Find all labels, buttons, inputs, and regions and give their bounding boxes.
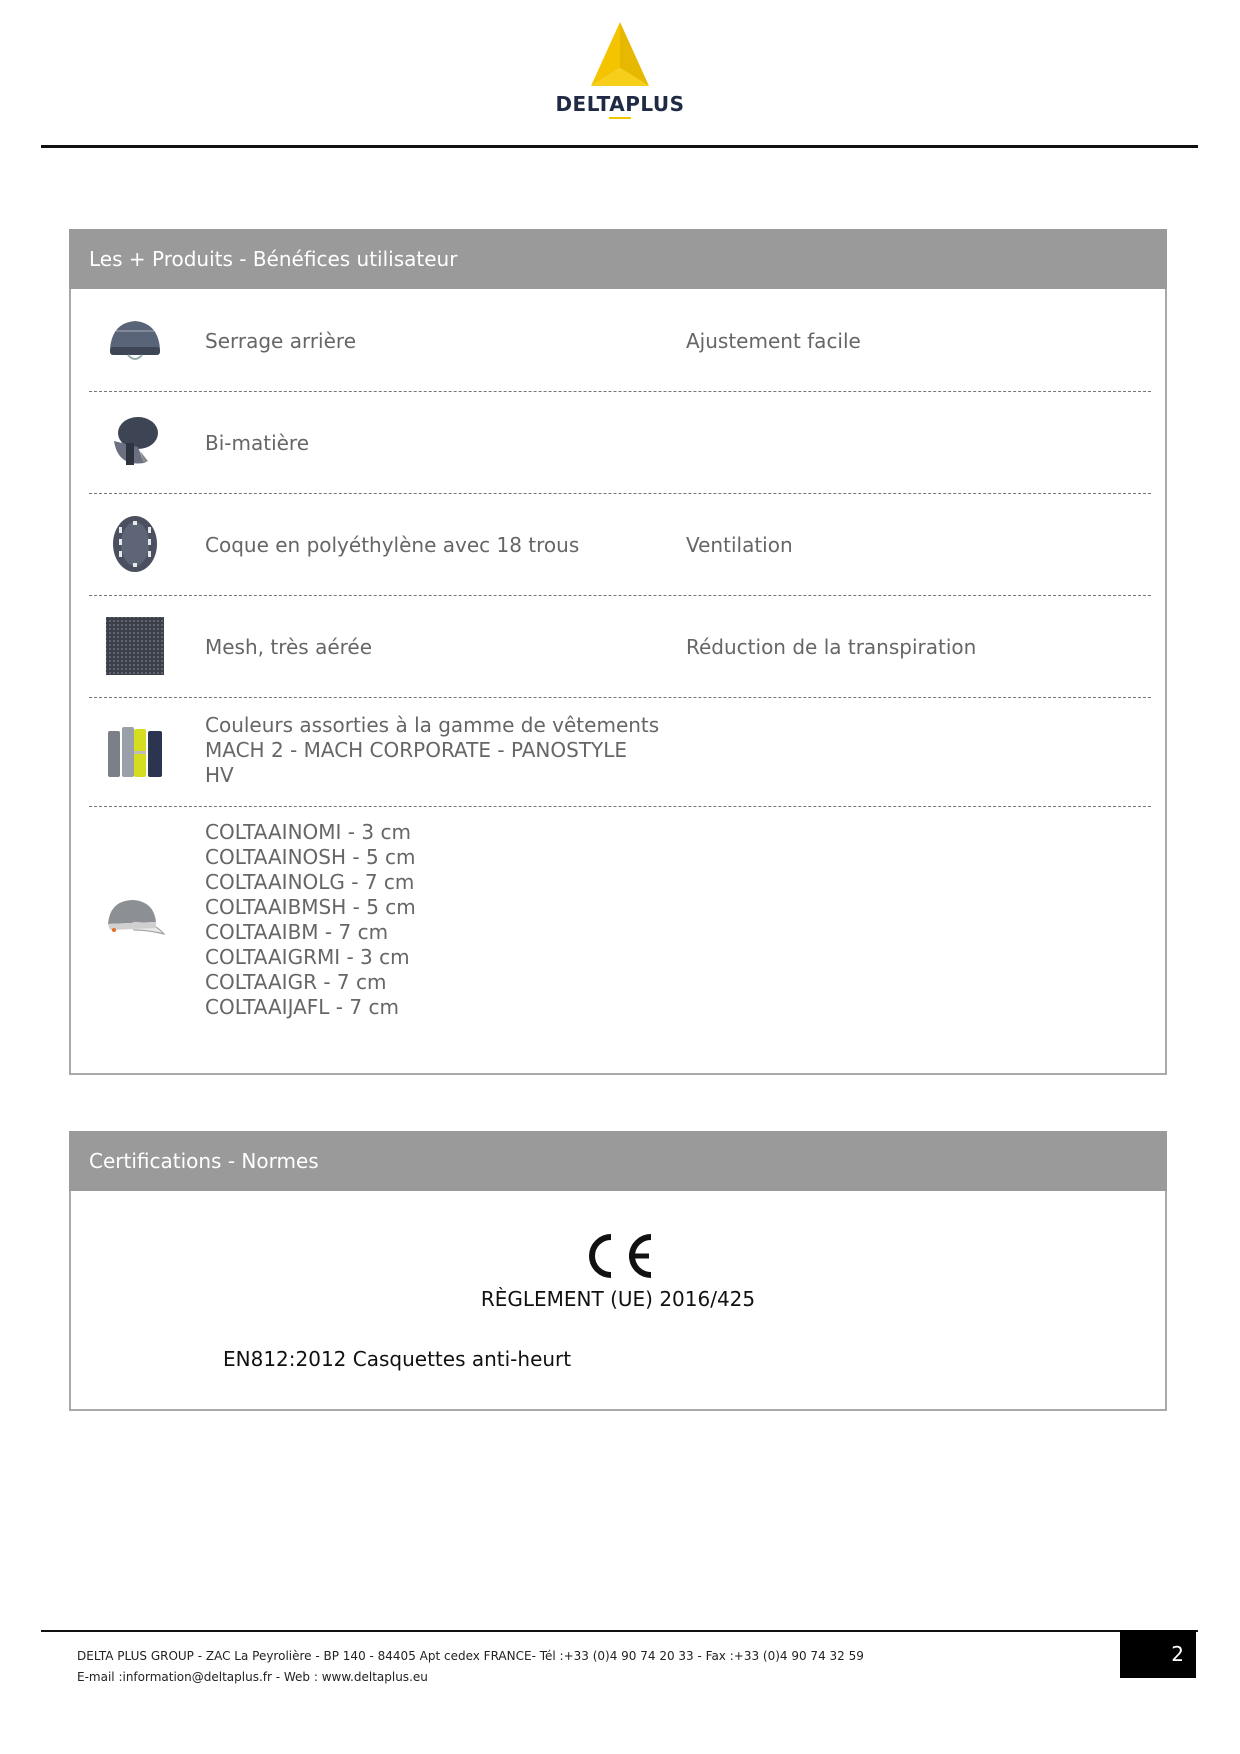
- feature-text: Serrage arrière: [205, 329, 357, 353]
- feature-text: Couleurs assorties à la gamme de vêtements MACH 2 - MACH CORPORATE - PANOSTYLE HV: [205, 713, 660, 787]
- benefit-row: [89, 493, 1151, 596]
- mesh-icon: [104, 615, 166, 677]
- footer-contact: [77, 1646, 864, 1688]
- delta-triangle-icon: [581, 20, 659, 90]
- certifications-title: Certifications - Normes: [69, 1131, 1167, 1191]
- deltaplus-logo: [540, 20, 700, 120]
- footer-address: DELTA PLUS GROUP - ZAC La Peyrolière - BP 140 - 84405 Apt cedex FRANCE- Tél :+33 (0)4 90 74 20 33 - Fax :+33 (0)4 90 74 32 59: [77, 1649, 864, 1663]
- benefit-row: [89, 391, 1151, 494]
- header-divider: [41, 145, 1198, 148]
- feature-text: COLTAAINOMI - 3 cm COLTAAINOSH - 5 cm COLTAAINOLG - 7 cm COLTAAIBMSH - 5 cm COLTAAIBM - 7 cm COLTAAIGRMI - 3 cm COLTAAIGR - 7 cm COLTAAIJAFL - 7 cm: [205, 820, 416, 1019]
- workwear-icon: [104, 721, 166, 783]
- benefit-row: [89, 697, 1151, 807]
- benefits-title: Les + Produits - Bénéfices utilisateur: [69, 229, 1167, 289]
- feature-text: Bi-matière: [205, 431, 310, 455]
- benefit-text: Ajustement facile: [686, 329, 861, 353]
- cap-rear-icon: [104, 309, 166, 371]
- cap-icon: [104, 890, 166, 952]
- bi-material-icon: [104, 411, 166, 473]
- brand-underline: [609, 117, 631, 119]
- benefit-row: [89, 806, 1151, 1026]
- certifications-panel: [69, 1131, 1167, 1411]
- footer-divider: [41, 1630, 1198, 1632]
- feature-text: Coque en polyéthylène avec 18 trous: [205, 533, 580, 557]
- benefits-panel: [69, 229, 1167, 1075]
- vented-shell-icon: [104, 513, 166, 575]
- regulation-text: RÈGLEMENT (UE) 2016/425: [480, 1287, 756, 1311]
- ce-mark-icon: [581, 1231, 657, 1281]
- page-number: 2: [1120, 1630, 1196, 1678]
- benefit-text: Réduction de la transpiration: [686, 635, 977, 659]
- benefit-row: [89, 289, 1151, 392]
- benefit-row: [89, 595, 1151, 698]
- brand-name: DELTAPLUS: [555, 92, 685, 116]
- footer-email-web: E-mail :information@deltaplus.fr - Web : www.deltaplus.eu: [77, 1670, 428, 1684]
- benefit-text: Ventilation: [686, 533, 793, 557]
- norm-text: EN812:2012 Casquettes anti-heurt: [223, 1347, 572, 1371]
- feature-text: Mesh, très aérée: [205, 635, 373, 659]
